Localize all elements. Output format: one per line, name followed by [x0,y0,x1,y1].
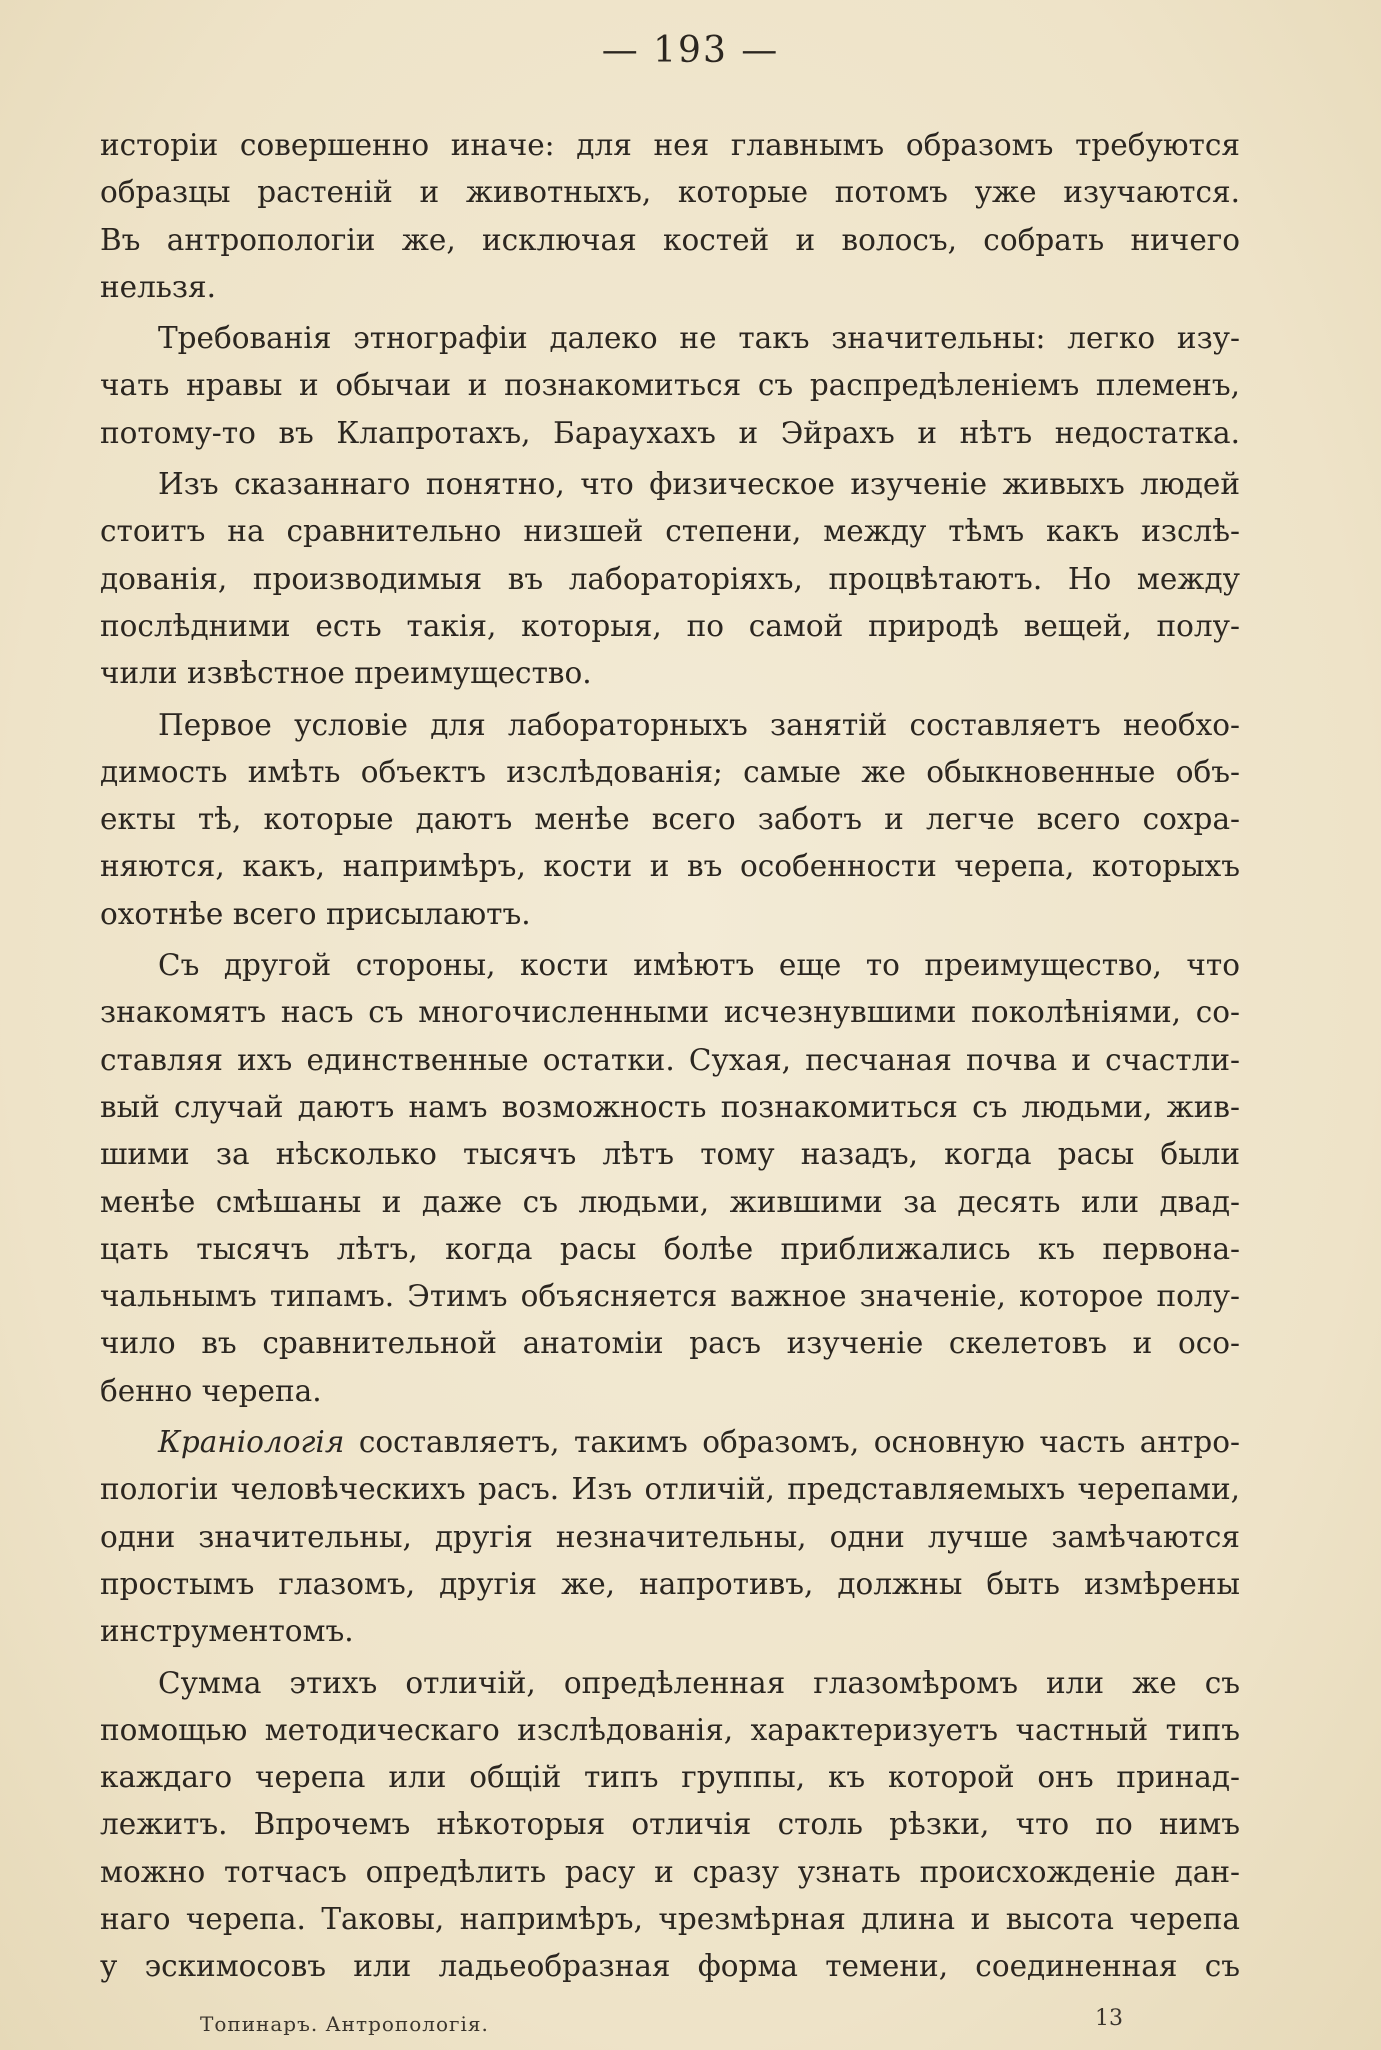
text-line: цать тысячъ лѣтъ, когда расы болѣе приближались къ первона- [100,1231,1240,1266]
text-line: лежитъ. Впрочемъ нѣкоторыя отличія столь рѣзки, что по нимъ [100,1807,1240,1842]
text-line: нельзя. [100,269,216,304]
text-line: Въ антропологіи же, исключая костей и волосъ, собрать ничего [100,222,1240,257]
body-text [100,122,1240,1995]
text-line: чать нравы и обычаи и познакомиться съ распредѣленіемъ племенъ, [100,368,1240,403]
text-line: Сумма этихъ отличій, опредѣленная глазомѣромъ или же съ [158,1665,1240,1700]
text-line: у эскимосовъ или ладьеобразная форма темени, соединенная съ [100,1949,1240,1984]
paragraph [100,1660,1240,1991]
text-line: знакомятъ насъ съ многочисленными исчезнувшими поколѣніями, со- [100,995,1240,1030]
text-line: стоитъ на сравнительно низшей степени, между тѣмъ какъ изслѣ- [100,514,1240,549]
text-line: чило въ сравнительной анатоміи расъ изученіе скелетовъ и осо- [100,1326,1240,1361]
text-line: Первое условіе для лабораторныхъ занятій составляетъ необхо- [158,707,1240,742]
paragraph [100,315,1240,457]
running-footer: Топинаръ. Антропологія. [200,2012,489,2036]
text-line [100,1419,1240,1466]
text-line: пологіи человѣческихъ расъ. Изъ отличій, представляемыхъ черепами, [100,1472,1240,1507]
text-line: можно тотчасъ опредѣлить расу и сразу узнать происхожденіе дан- [100,1854,1240,1889]
paragraph [100,702,1240,938]
italic-term: Краніологія [158,1425,345,1460]
text-line: димость имѣть объектъ изслѣдованія; самые же обыкновенные объ- [100,754,1240,789]
text-line: шими за нѣсколько тысячъ лѣтъ тому назадъ, когда расы были [100,1137,1240,1172]
text-line: екты тѣ, которые даютъ менѣе всего заботъ и легче всего сохра- [100,802,1240,837]
text-line: послѣдними есть такія, которыя, по самой природѣ вещей, полу- [100,608,1240,643]
text-line: каждаго черепа или общій типъ группы, къ которой онъ принад- [100,1760,1240,1795]
text-line: менѣе смѣшаны и даже съ людьми, жившими за десять или двад- [100,1184,1240,1219]
text-line: образцы растеній и животныхъ, которые потомъ уже изучаются. [100,175,1240,210]
page-number: — 193 — [601,30,780,71]
text-line: Изъ сказаннаго понятно, что физическое изученіе живыхъ людей [158,467,1240,502]
text-line: вый случай даютъ намъ возможность познакомиться съ людьми, жив- [100,1089,1240,1124]
text-line: помощью методическаго изслѣдованія, характеризуетъ частный типъ [100,1712,1240,1747]
text-line: ставляя ихъ единственные остатки. Сухая, песчаная почва и счастли- [100,1042,1240,1077]
text-line: няются, какъ, напримѣръ, кости и въ особенности черепа, которыхъ [100,849,1240,884]
text-line: охотнѣе всего присылаютъ. [100,896,531,931]
text-fragment: составляетъ, такимъ образомъ, основную часть антро- [344,1425,1240,1460]
text-line: Съ другой стороны, кости имѣютъ еще то преимущество, что [158,948,1240,983]
text-line: потому-то въ Клапротахъ, Бараухахъ и Эйрахъ и нѣтъ недостатка. [100,415,1240,450]
paragraph [100,461,1240,697]
text-line: простымъ глазомъ, другія же, напротивъ, должны быть измѣрены [100,1566,1240,1601]
text-line: исторіи совершенно иначе: для нея главнымъ образомъ требуются [100,128,1240,162]
signature-mark: 13 [1095,2006,1123,2031]
text-line: чальнымъ типамъ. Этимъ объясняется важное значеніе, которое полу- [100,1279,1240,1314]
text-line: чили извѣстное преимущество. [100,656,592,691]
paragraph [100,122,1240,311]
text-line: бенно черепа. [100,1373,322,1408]
text-line: дованія, производимыя въ лабораторіяхъ, процвѣтаютъ. Но между [100,561,1240,596]
paragraph [100,1419,1240,1655]
text-line: инструментомъ. [100,1614,354,1649]
text-line: Требованія этнографіи далеко не такъ значительны: легко изу- [158,321,1240,356]
text-line: одни значительны, другія незначительны, одни лучше замѣчаются [100,1519,1240,1554]
text-line: наго черепа. Таковы, напримѣръ, чрезмѣрная длина и высота черепа [100,1901,1240,1936]
paragraph [100,942,1240,1415]
